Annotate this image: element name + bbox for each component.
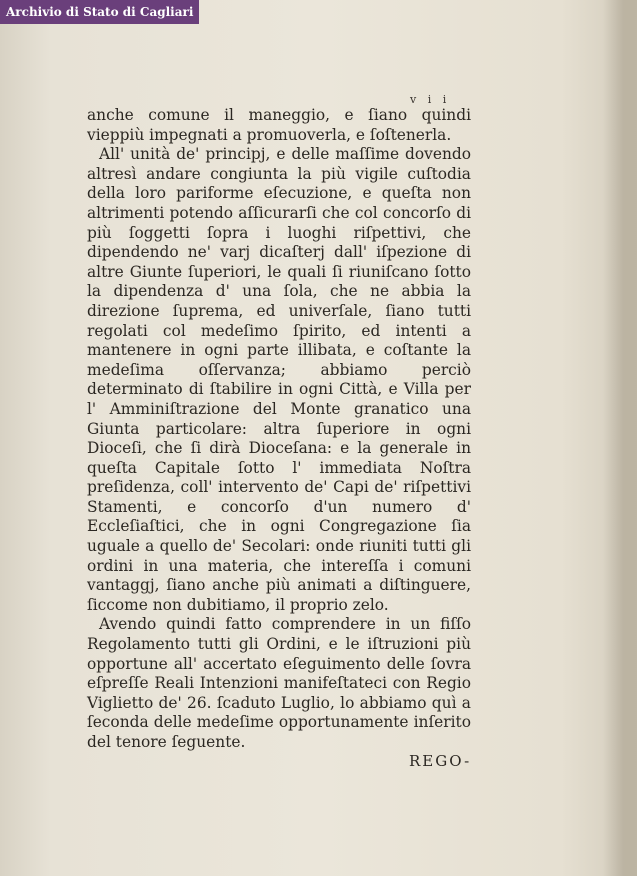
body-text [87,106,471,753]
page-edge-shadow [603,0,637,876]
catchword: REGO- [409,752,472,770]
page-number: v i i [410,93,451,106]
paragraph-continuation: anche comune il maneggio, e ſiano quindi vieppiù impegnati a promuoverla, e ſoſtenerla. [87,106,471,144]
archive-stamp: Archivio di Stato di Cagliari [0,0,199,24]
paragraph-regolamento: Avendo quindi fatto comprendere in un fiſſo Regolamento tutti gli Ordini, e le iſtruzioni più opportune all' accertato eſeguimento delle ſovra eſpreſſe Reali Intenzioni manifeſtateci con Regio Viglietto de' 26. ſcaduto Luglio, lo abbiamo quì a ſeconda delle medeſime opportunamente inſerito del tenore ſeguente. [87,615,471,751]
paragraph-giunte: All' unità de' principj, e delle maſſime dovendo altresì andare congiunta la più vigile cuſtodia della loro pariforme eſecuzione, e queſta non altrimenti potendo aſſicurarſi che col concorſo di più ſoggetti ſopra i luoghi riſpettivi, che dipendendo ne' varj dicaſterj dall' iſpezione di altre Giunte ſuperiori, le quali ſi riuniſcano ſotto la dipendenza d' una ſola, che ne abbia la direzione ſuprema, ed univerſale, ſiano tutti regolati col medeſimo ſpirito, ed intenti a mantenere in ogni parte illibata, e coſtante la medeſima oſſervanza; abbiamo perciò determinato di ſtabilire in ogni Città, e Villa per l' Amminiſtrazione del Monte granatico una Giunta particolare: altra ſuperiore in ogni Dioceſi, che ſi dirà Dioceſana: e la generale in queſta Capitale ſotto l' immediata Noſtra preſidenza, coll' intervento de' Capi de' riſpettivi Stamenti, e concorſo d'un numero d' Eccleſiaſtici, che in ogni Congregazione ſia uguale a quello de' Secolari: onde riuniti tutti gli ordini in una materia, che intereſſa i comuni vantaggj, ſiano anche più animati a diſtinguere, ſiccome non dubitiamo, il proprio zelo. [87,145,471,614]
